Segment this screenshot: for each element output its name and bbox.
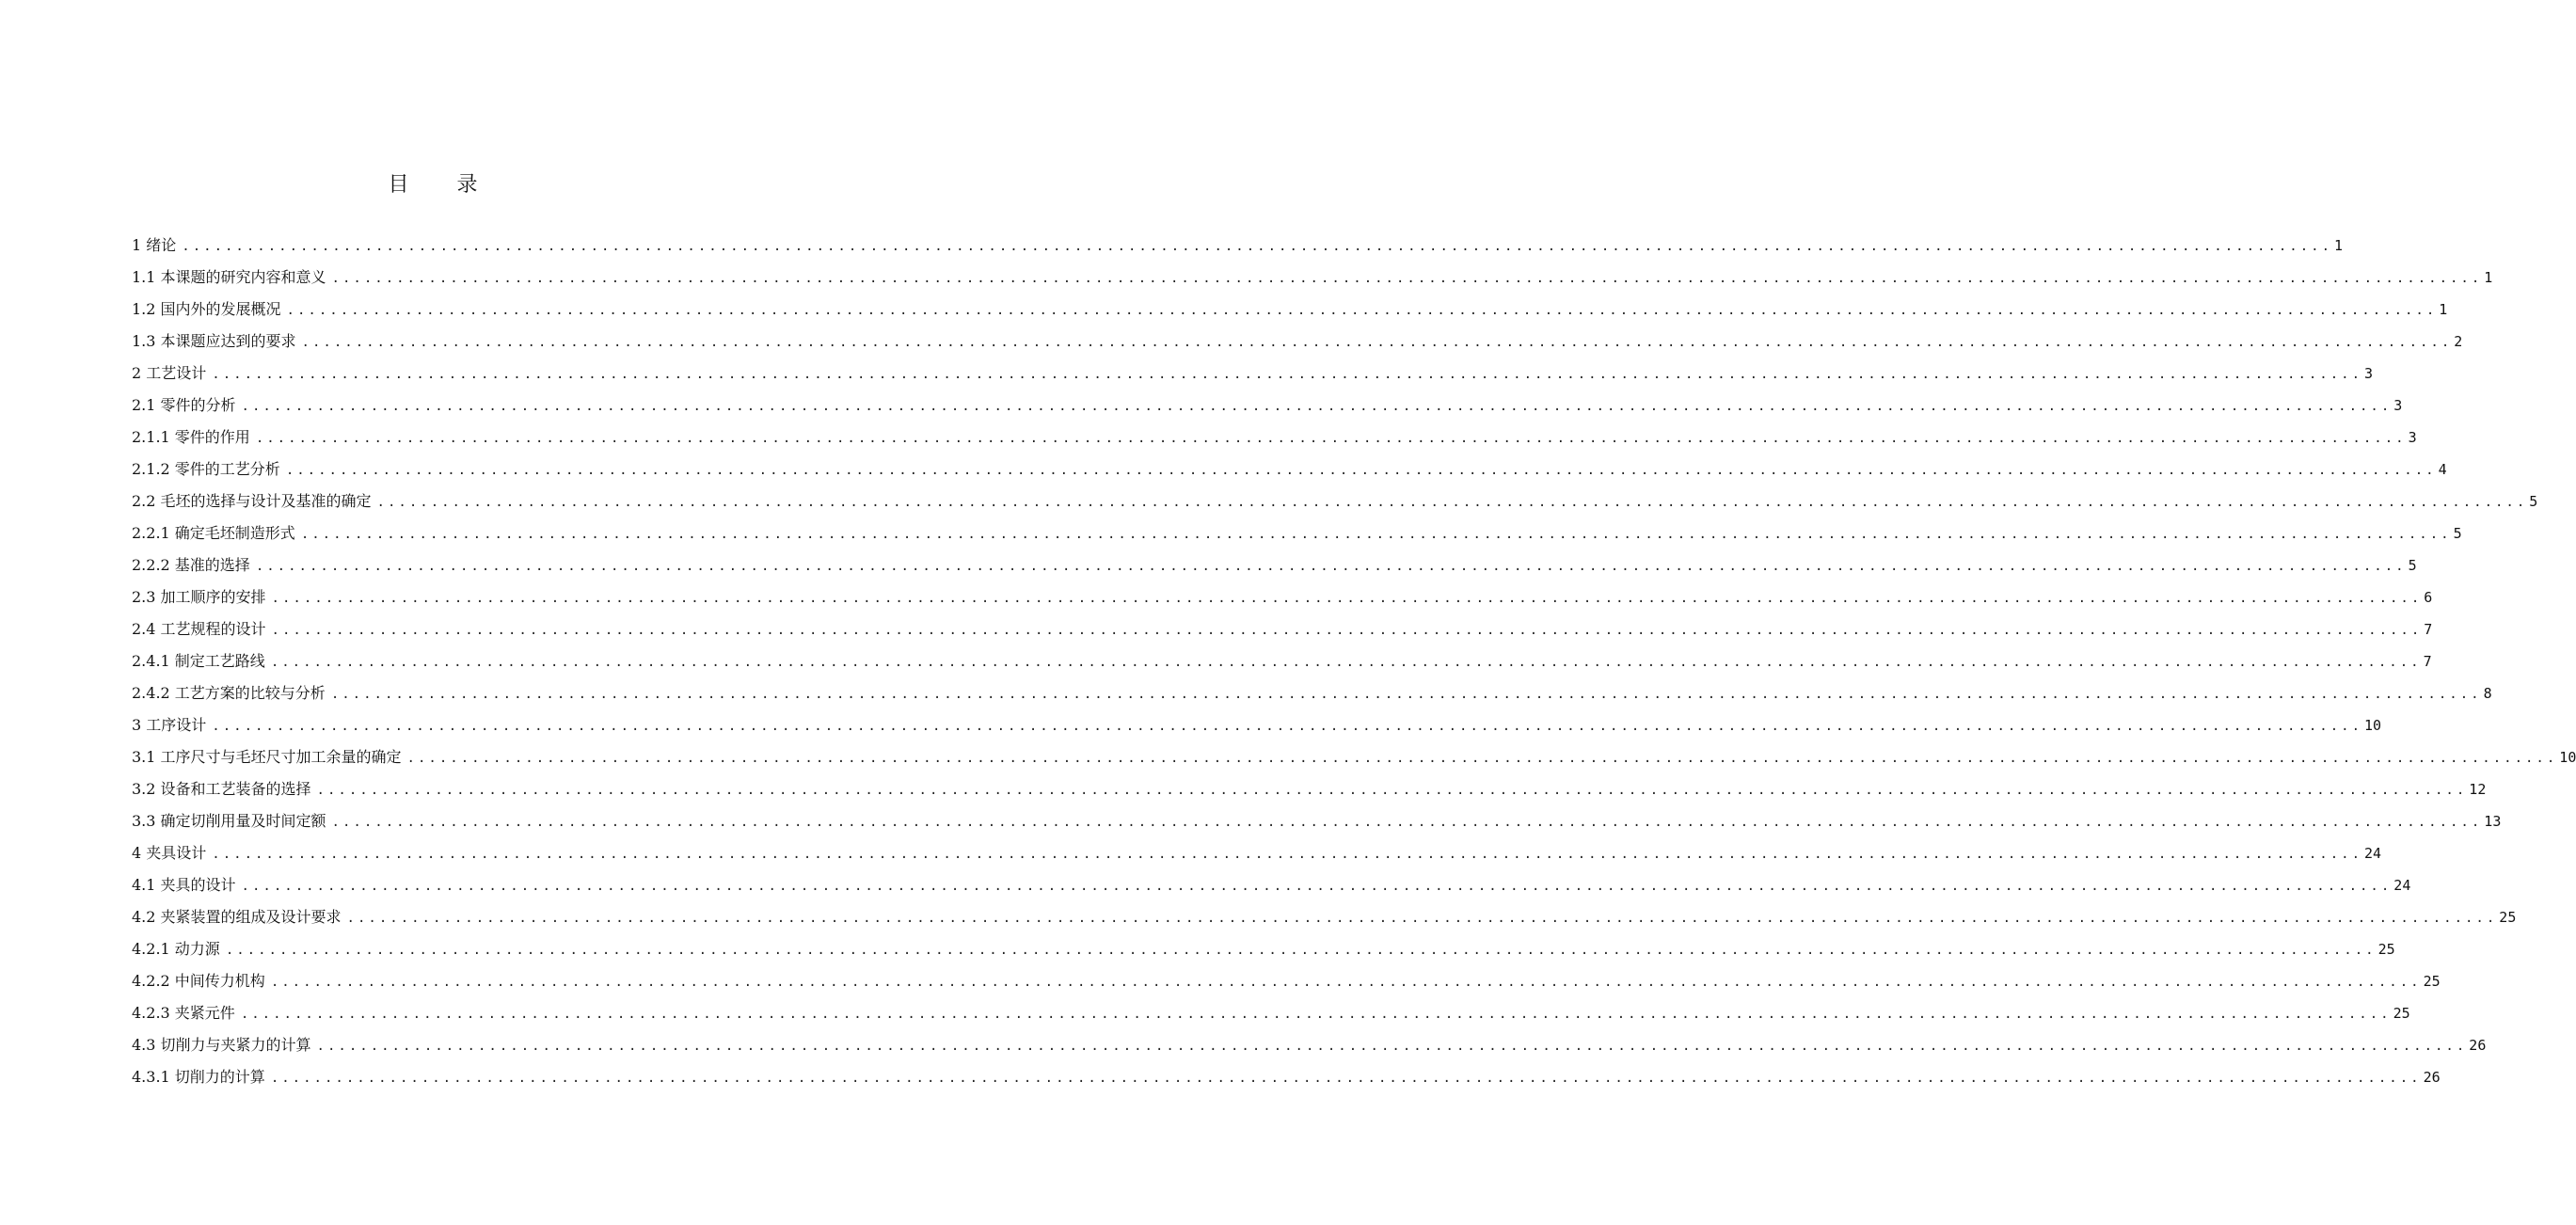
toc-entry-page: 2: [2454, 333, 2463, 350]
toc-entry-page: 4: [2438, 461, 2447, 478]
toc-entry: [132, 517, 2462, 549]
toc-entry-label: 2.1.1 零件的作用: [132, 428, 250, 446]
toc-entry-page: 25: [2377, 941, 2395, 958]
toc-entry: [132, 230, 2344, 262]
toc-leader-dots: ........................................................................................................................................................................................................: [330, 687, 2482, 702]
toc-entry: [132, 453, 2447, 485]
toc-leader-dots: ........................................................................................................................................................................................................: [376, 495, 2528, 510]
toc-entry-label: 2.1.2 零件的工艺分析: [132, 460, 280, 478]
toc-entry-page: 13: [2484, 813, 2502, 830]
toc-entry: [132, 581, 2433, 613]
toc-entry: [132, 837, 2382, 869]
toc-entry-label: 4.3.1 切削力的计算: [132, 1068, 265, 1086]
toc-entry: [132, 326, 2463, 358]
toc-entry-label: 4.2.3 夹紧元件: [132, 1004, 235, 1022]
toc-entry-label: 3 工序设计: [132, 716, 207, 734]
toc-entry: [132, 1029, 2487, 1061]
toc-entry-label: 2.4.2 工艺方案的比较与分析: [132, 684, 326, 702]
toc-entry-label: 2.3 加工顺序的安排: [132, 588, 266, 606]
toc-entry: [132, 933, 2395, 965]
toc-leader-dots: ........................................................................................................................................................................................................: [300, 527, 2452, 542]
toc-entry-label: 4.2 夹紧装置的组成及设计要求: [132, 908, 342, 926]
toc-leader-dots: ........................................................................................................................................................................................................: [225, 943, 2377, 958]
toc-entry: [132, 294, 2448, 326]
toc-entry-page: 1: [2484, 269, 2493, 286]
toc-entry-page: 26: [2423, 1069, 2441, 1086]
toc-entry: [132, 901, 2517, 933]
toc-leader-dots: ........................................................................................................................................................................................................: [301, 335, 2453, 350]
toc-entry-label: 3.2 设备和工艺装备的选择: [132, 780, 311, 798]
toc-leader-dots: ........................................................................................................................................................................................................: [316, 1039, 2468, 1054]
toc-entry-page: 10: [2364, 717, 2382, 734]
toc-leader-dots: ........................................................................................................................................................................................................: [255, 559, 2407, 574]
toc-leader-dots: ........................................................................................................................................................................................................: [182, 239, 2333, 254]
toc-entry-label: 2.2.2 基准的选择: [132, 556, 250, 574]
toc-entry-label: 2.1 零件的分析: [132, 396, 236, 414]
toc-entry-label: 4.1 夹具的设计: [132, 876, 236, 894]
toc-entry: [132, 390, 2403, 422]
toc-entry-label: 2.2 毛坯的选择与设计及基准的确定: [132, 492, 372, 510]
toc-leader-dots: ........................................................................................................................................................................................................: [331, 271, 2483, 286]
toc-entry-page: 7: [2423, 653, 2432, 670]
toc-leader-dots: ........................................................................................................................................................................................................: [271, 623, 2423, 638]
toc-entry: [132, 613, 2433, 645]
toc-leader-dots: ........................................................................................................................................................................................................: [255, 431, 2407, 446]
page-title: 目 录: [388, 173, 499, 197]
toc-entry-page: 10: [2559, 749, 2576, 766]
toc-entry-page: 26: [2469, 1037, 2487, 1054]
toc-entry-label: 3.1 工序尺寸与毛坯尺寸加工余量的确定: [132, 748, 402, 766]
toc-entry-page: 1: [2439, 301, 2448, 318]
toc-entry-label: 1.2 国内外的发展概况: [132, 300, 281, 318]
toc-entry-page: 8: [2483, 685, 2492, 702]
toc-entry-label: 2.4.1 制定工艺路线: [132, 652, 265, 670]
toc-leader-dots: ........................................................................................................................................................................................................: [285, 463, 2437, 478]
toc-entry-page: 25: [2423, 973, 2441, 990]
toc-entry: [132, 869, 2411, 901]
toc-entry-label: 4.2.1 动力源: [132, 940, 220, 958]
toc-leader-dots: ........................................................................................................................................................................................................: [316, 783, 2468, 798]
table-of-contents: [132, 230, 2576, 1093]
toc-leader-dots: ........................................................................................................................................................................................................: [212, 847, 2363, 862]
toc-entry: [132, 422, 2417, 453]
toc-leader-dots: ........................................................................................................................................................................................................: [241, 399, 2393, 414]
toc-entry-page: 24: [2393, 877, 2411, 894]
toc-entry-label: 2 工艺设计: [132, 364, 207, 382]
toc-leader-dots: ........................................................................................................................................................................................................: [271, 591, 2423, 606]
toc-leader-dots: ........................................................................................................................................................................................................: [346, 911, 2498, 926]
toc-entry: [132, 997, 2410, 1029]
toc-entry-page: 3: [2408, 429, 2417, 446]
toc-entry-page: 3: [2393, 397, 2403, 414]
toc-entry-page: 24: [2364, 845, 2382, 862]
toc-entry: [132, 805, 2502, 837]
toc-entry-label: 1.1 本课题的研究内容和意义: [132, 268, 326, 286]
toc-leader-dots: ........................................................................................................................................................................................................: [212, 367, 2363, 382]
toc-entry-page: 7: [2424, 621, 2433, 638]
toc-entry-label: 2.2.1 确定毛坯制造形式: [132, 524, 295, 542]
toc-entry: [132, 262, 2493, 294]
toc-entry: [132, 549, 2417, 581]
toc-entry-label: 1.3 本课题应达到的要求: [132, 332, 296, 350]
toc-leader-dots: ........................................................................................................................................................................................................: [270, 975, 2422, 990]
toc-entry-page: 1: [2334, 237, 2344, 254]
toc-entry: [132, 358, 2374, 390]
toc-entry-page: 6: [2424, 589, 2433, 606]
toc-entry: [132, 485, 2538, 517]
toc-entry: [132, 677, 2492, 709]
toc-entry-page: 12: [2469, 781, 2487, 798]
toc-entry: [132, 965, 2441, 997]
toc-entry-page: 25: [2393, 1005, 2410, 1022]
toc-entry-page: 25: [2499, 909, 2517, 926]
toc-entry-page: 3: [2364, 365, 2374, 382]
toc-entry-label: 4 夹具设计: [132, 844, 207, 862]
toc-entry-label: 2.4 工艺规程的设计: [132, 620, 266, 638]
toc-entry-label: 4.3 切削力与夹紧力的计算: [132, 1036, 311, 1054]
toc-entry: [132, 709, 2382, 741]
toc-entry-page: 5: [2408, 557, 2417, 574]
toc-entry-page: 5: [2529, 493, 2538, 510]
toc-leader-dots: ........................................................................................................................................................................................................: [241, 879, 2393, 894]
toc-entry: [132, 741, 2576, 773]
toc-leader-dots: ........................................................................................................................................................................................................: [270, 1071, 2422, 1086]
toc-entry-label: 4.2.2 中间传力机构: [132, 972, 265, 990]
toc-entry: [132, 1061, 2441, 1093]
toc-entry-page: 5: [2453, 525, 2462, 542]
toc-leader-dots: ........................................................................................................................................................................................................: [286, 303, 2438, 318]
toc-entry-label: 1 绪论: [132, 236, 177, 254]
toc-leader-dots: ........................................................................................................................................................................................................: [240, 1007, 2392, 1022]
toc-entry: [132, 773, 2487, 805]
toc-leader-dots: ........................................................................................................................................................................................................: [270, 655, 2422, 670]
toc-leader-dots: ........................................................................................................................................................................................................: [212, 719, 2363, 734]
toc-entry: [132, 645, 2432, 677]
toc-entry-label: 3.3 确定切削用量及时间定额: [132, 812, 326, 830]
toc-leader-dots: ........................................................................................................................................................................................................: [331, 815, 2483, 830]
toc-leader-dots: ........................................................................................................................................................................................................: [406, 751, 2558, 766]
